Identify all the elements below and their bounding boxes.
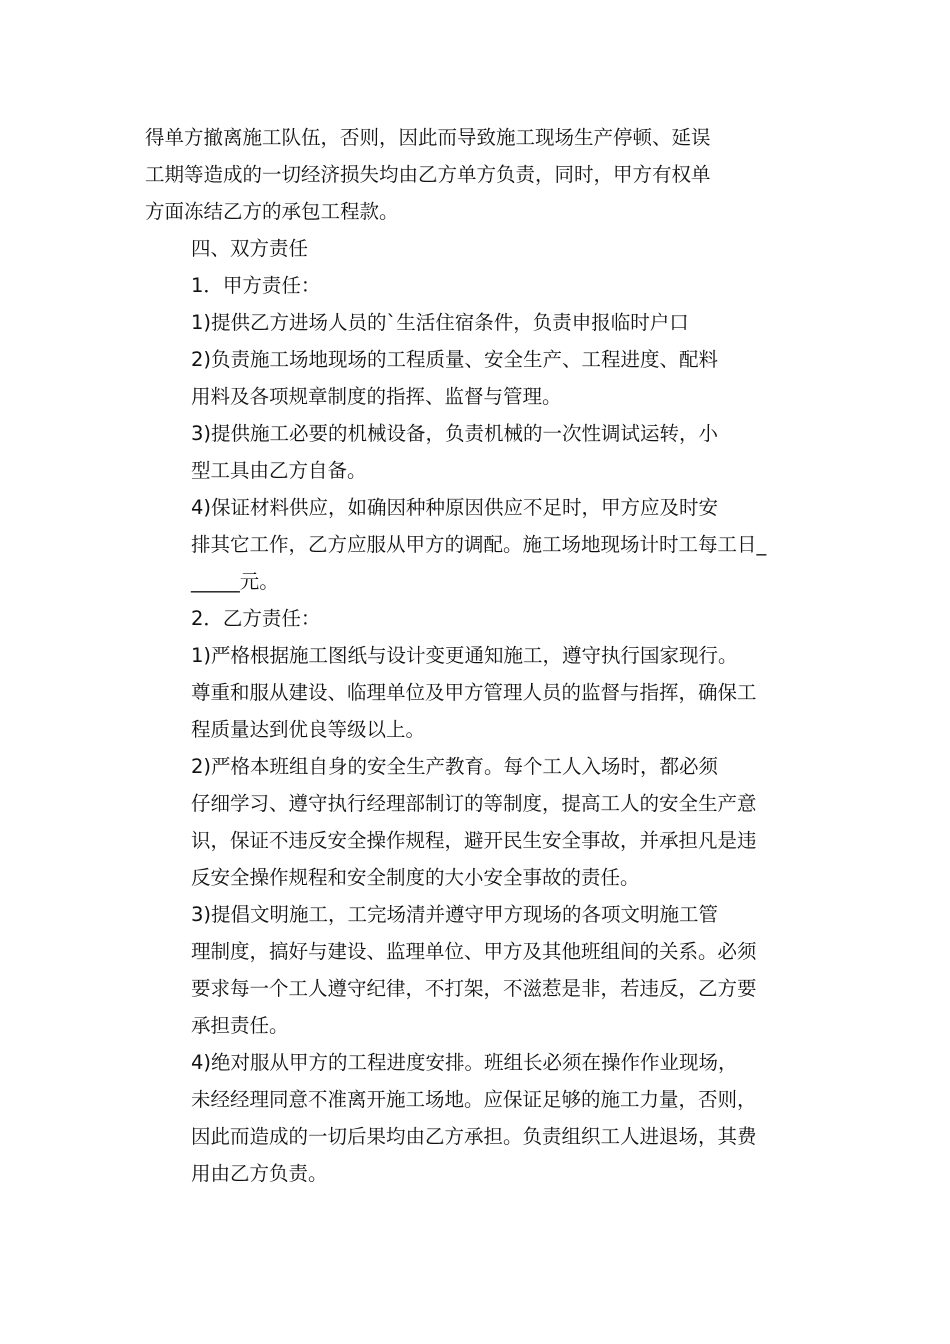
paragraph [145, 304, 815, 341]
document-body [145, 119, 815, 1192]
text-line: 1)提供乙方进场人员的`生活住宿条件，负责申报临时户口 [191, 311, 689, 334]
text-line: 得单方撤离施工队伍，否则，因此而导致施工现场生产停顿、延误 [145, 126, 711, 149]
text-line: 未经经理同意不准离开施工场地。应保证足够的施工力量，否则， [191, 1088, 757, 1111]
text-line: 1．甲方责任： [191, 274, 321, 297]
text-line: 型工具由乙方自备。 [191, 459, 367, 482]
text-line: 2)负责施工场地现场的工程质量、安全生产、工程进度、配料 [191, 348, 719, 371]
text-line: 要求每一个工人遵守纪律，不打架，不滋惹是非，若违反，乙方要 [191, 977, 757, 1000]
paragraph [145, 1044, 815, 1192]
text-line: 四、双方责任 [191, 237, 309, 260]
text-line: 程质量达到优良等级以上。 [191, 718, 426, 741]
text-line: 排其它工作，乙方应服从甲方的调配。施工场地现场计时工每工日_ [191, 533, 767, 556]
text-line: 承担责任。 [191, 1014, 289, 1037]
text-line: 识，保证不违反安全操作规程，避开民生安全事故，并承担凡是违 [191, 829, 757, 852]
paragraph [145, 415, 815, 489]
text-line: 理制度，搞好与建设、监理单位、甲方及其他班组间的关系。必须 [191, 940, 757, 963]
text-line: 用由乙方负责。 [191, 1162, 328, 1185]
paragraph [145, 267, 815, 304]
text-line: 3)提倡文明施工，工完场清并遵守甲方现场的各项文明施工管 [191, 903, 719, 926]
text-line: 3)提供施工必要的机械设备，负责机械的一次性调试运转，小 [191, 422, 719, 445]
text-line: 用料及各项规章制度的指挥、监督与管理。 [191, 385, 562, 408]
text-line: 4)保证材料供应，如确因种种原因供应不足时，甲方应及时安 [191, 496, 719, 519]
text-line: 反安全操作规程和安全制度的大小安全事故的责任。 [191, 866, 640, 889]
text-line: 仔细学习、遵守执行经理部制订的等制度，提高工人的安全生产意 [191, 792, 757, 815]
text-line: 1)严格根据施工图纸与设计变更通知施工，遵守执行国家现行。 [191, 644, 738, 667]
text-line: 方面冻结乙方的承包工程款。 [145, 200, 399, 223]
text-line: 2．乙方责任： [191, 607, 321, 630]
text-line: 工期等造成的一切经济损失均由乙方单方负责，同时，甲方有权单 [145, 163, 711, 186]
paragraph [145, 341, 815, 415]
paragraph [145, 637, 815, 748]
text-line: 尊重和服从建设、临理单位及甲方管理人员的监督与指挥，确保工 [191, 681, 757, 704]
text-line: 因此而造成的一切后果均由乙方承担。负责组织工人进退场，其费 [191, 1125, 757, 1148]
paragraph [145, 489, 815, 600]
paragraph [145, 748, 815, 896]
paragraph [145, 230, 815, 267]
text-line: 4)绝对服从甲方的工程进度安排。班组长必须在操作作业现场， [191, 1051, 738, 1074]
text-line: _____元。 [191, 570, 279, 593]
paragraph [145, 896, 815, 1044]
paragraph [145, 119, 815, 230]
paragraph [145, 600, 815, 637]
text-line: 2)严格本班组自身的安全生产教育。每个工人入场时，都必须 [191, 755, 719, 778]
